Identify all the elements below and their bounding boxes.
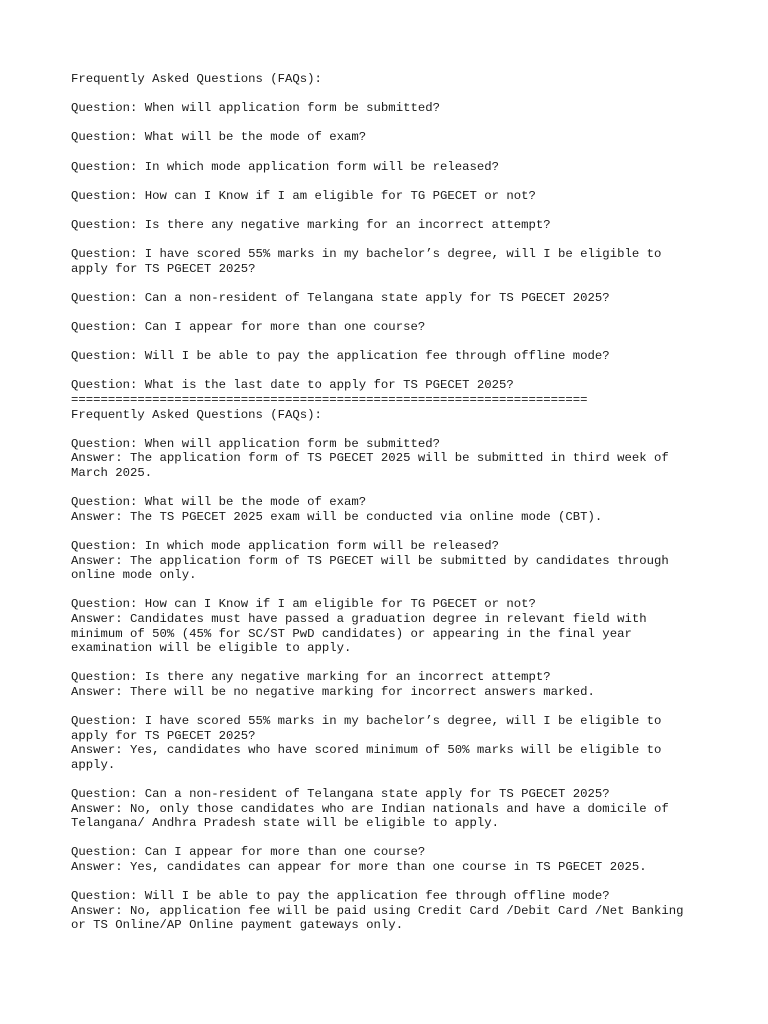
text-line: Answer: The application form of TS PGECET will be submitted by candidates through <box>71 553 669 568</box>
faq-entry <box>71 437 711 481</box>
faq-heading-1 <box>71 72 711 87</box>
faq-question <box>71 189 711 204</box>
heading-text: Frequently Asked Questions (FAQs): <box>71 72 322 86</box>
text-line: Question: How can I Know if I am eligible for TG PGECET or not? <box>71 188 536 203</box>
text-line: Question: Is there any negative marking for an incorrect attempt? <box>71 670 551 685</box>
text-line: Question: In which mode application form will be released? <box>71 159 500 174</box>
text-line: Telangana/ Andhra Pradesh state will be eligible to apply. <box>71 816 500 831</box>
text-line: Answer: The application form of TS PGECET 2025 will be submitted in third week of <box>71 451 669 466</box>
faq-question <box>71 130 711 145</box>
text-line: Question: In which mode application form will be released? <box>71 539 500 553</box>
faq-entry <box>71 787 711 831</box>
text-line: Question: Will I be able to pay the application fee through offline mode? <box>71 349 610 364</box>
text-line: Answer: Yes, candidates who have scored minimum of 50% marks will be eligible to <box>71 743 662 758</box>
text-line: March 2025. <box>71 466 153 481</box>
text-line: minimum of 50% (45% for SC/ST PwD candidates) or appearing in the final year <box>71 626 632 641</box>
text-line: Question: Can I appear for more than one course? <box>71 845 426 860</box>
text-line: Question: When will application form be submitted? <box>71 101 440 116</box>
text-line: Question: Can a non-resident of Telangana state apply for TS PGECET 2025? <box>71 787 610 802</box>
faq-entry <box>71 597 711 655</box>
text-line: apply for TS PGECET 2025? <box>71 261 256 276</box>
text-line: Answer: The TS PGECET 2025 exam will be conducted via online mode (CBT). <box>71 509 603 524</box>
faq-heading-2 <box>71 408 711 423</box>
text-line: Question: Is there any negative marking for an incorrect attempt? <box>71 217 551 232</box>
heading-text: Frequently Asked Questions (FAQs): <box>71 407 322 422</box>
faq-entry <box>71 670 711 699</box>
qa-list <box>71 437 711 933</box>
faq-question <box>71 160 711 175</box>
text-line: Answer: No, application fee will be paid using Credit Card /Debit Card /Net Banking <box>71 903 684 918</box>
faq-question <box>71 247 711 276</box>
text-line: Answer: No, only those candidates who are Indian nationals and have a domicile of <box>71 801 669 816</box>
faq-question <box>71 320 711 335</box>
text-line: apply. <box>71 757 116 772</box>
text-line: online mode only. <box>71 568 197 583</box>
faq-question <box>71 349 711 364</box>
document-page <box>71 72 711 948</box>
text-line: Question: What will be the mode of exam? <box>71 495 367 510</box>
text-line: or TS Online/AP Online payment gateways only. <box>71 918 404 933</box>
text-line: Question: How can I Know if I am eligible for TG PGECET or not? <box>71 597 536 612</box>
text-line: Question: Will I be able to pay the application fee through offline mode? <box>71 889 610 904</box>
text-line: Answer: Candidates must have passed a graduation degree in relevant field with <box>71 611 647 626</box>
text-line: Question: What will be the mode of exam? <box>71 130 367 145</box>
question-list <box>71 101 711 393</box>
text-line: Question: I have scored 55% marks in my bachelor’s degree, will I be eligible to <box>71 247 662 262</box>
text-line: apply for TS PGECET 2025? <box>71 728 256 743</box>
faq-entry <box>71 889 711 933</box>
faq-question <box>71 378 711 393</box>
text-line: Question: What is the last date to apply for TS PGECET 2025? <box>71 378 514 393</box>
faq-question <box>71 101 711 116</box>
faq-question <box>71 291 711 306</box>
text-line: Question: Can a non-resident of Telangana state apply for TS PGECET 2025? <box>71 290 610 305</box>
faq-entry <box>71 714 711 772</box>
text-line: Answer: Yes, candidates can appear for more than one course in TS PGECET 2025. <box>71 860 647 875</box>
text-line: Answer: There will be no negative marking for incorrect answers marked. <box>71 684 595 699</box>
faq-question <box>71 218 711 233</box>
text-line: Question: Can I appear for more than one course? <box>71 320 426 335</box>
faq-entry <box>71 539 711 583</box>
text-line: Question: When will application form be submitted? <box>71 436 440 451</box>
separator-line: ====================================================================== <box>71 393 588 408</box>
faq-entry <box>71 845 711 874</box>
text-line: Question: I have scored 55% marks in my bachelor’s degree, will I be eligible to <box>71 714 662 729</box>
faq-entry <box>71 495 711 524</box>
text-line: examination will be eligible to apply. <box>71 641 352 656</box>
